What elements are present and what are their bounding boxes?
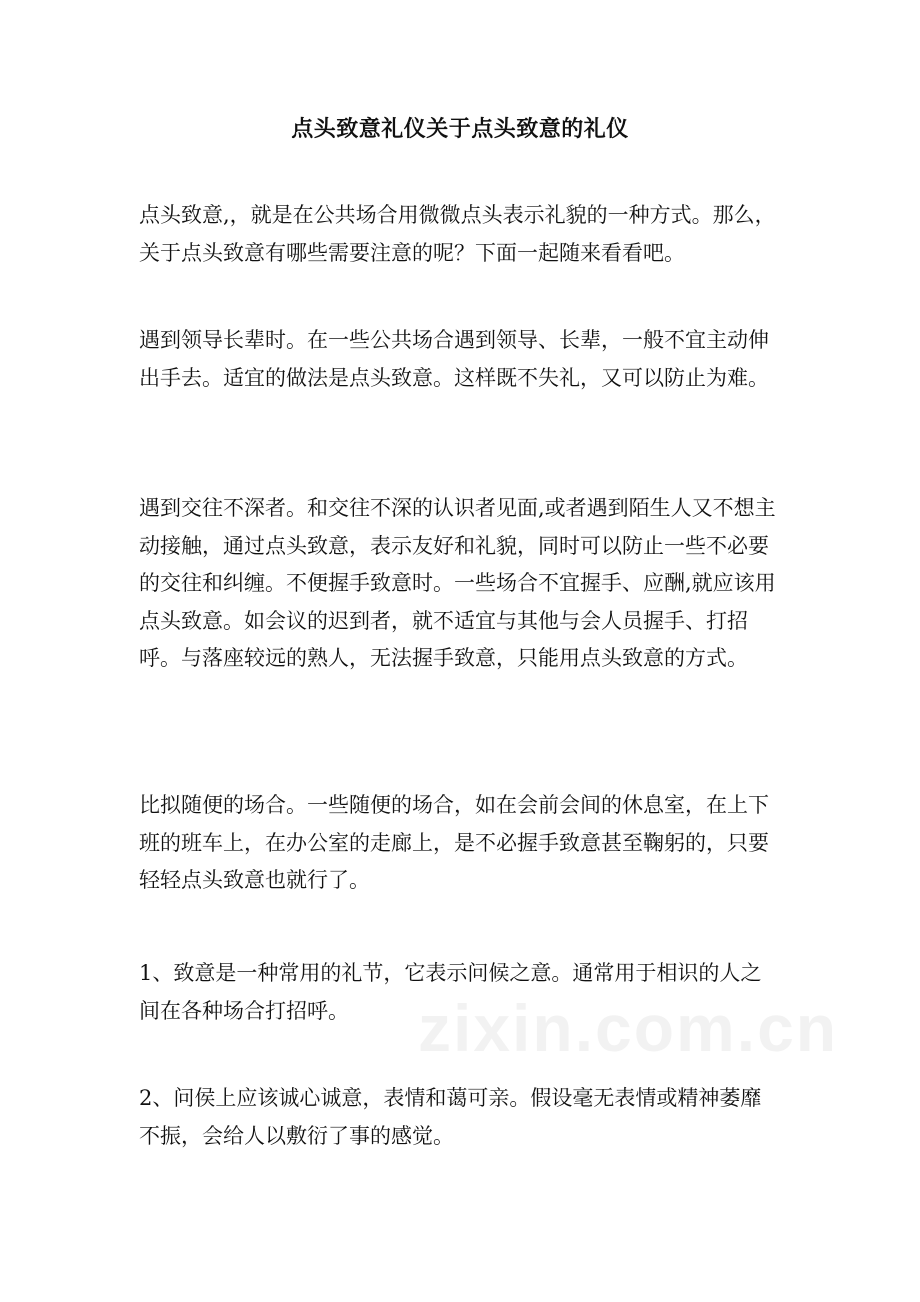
paragraph-casual: 比拟随便的场合。一些随便的场合，如在会前会间的休息室，在上下班的班车上，在办公室的走廊上，是不必握手致意甚至鞠躬的，只要轻轻点头致意也就行了。 [139,793,769,892]
paragraph-point-2: 2、问侯上应该诚心诚意，表情和蔼可亲。假设毫无表情或精神萎靡不振，会给人以敷衍了事的感觉。 [139,1086,762,1148]
document-title: 点头致意礼仪关于点头致意的礼仪 [291,116,629,142]
paragraph-point-1: 1、致意是一种常用的礼节，它表示问候之意。通常用于相识的人之间在各种场合打招呼。 [139,961,762,1023]
paragraph-acquaintances: 遇到交往不深者。和交往不深的认识者见面,或者遇到陌生人又不想主动接触，通过点头致意，表示友好和礼貌，同时可以防止一些不必要的交往和纠缠。不便握手致意时。一些场合不宜握手、应酬,就应该用点头致意。如会议的迟到者，就不适宜与其他与会人员握手、打招呼。与落座较远的熟人，无法握手致意，只能用点头致意的方式。 [139,496,776,670]
paragraph-intro: 点头致意,，就是在公共场合用微微点头表示礼貌的一种方式。那么，关于点头致意有哪些需要注意的呢？下面一起随来看看吧。 [139,203,776,265]
watermark: zixin.com.cn [418,991,839,1065]
paragraph-leaders: 遇到领导长辈时。在一些公共场合遇到领导、长辈，一般不宜主动伸出手去。适宜的做法是点头致意。这样既不失礼，又可以防止为难。 [139,328,769,390]
